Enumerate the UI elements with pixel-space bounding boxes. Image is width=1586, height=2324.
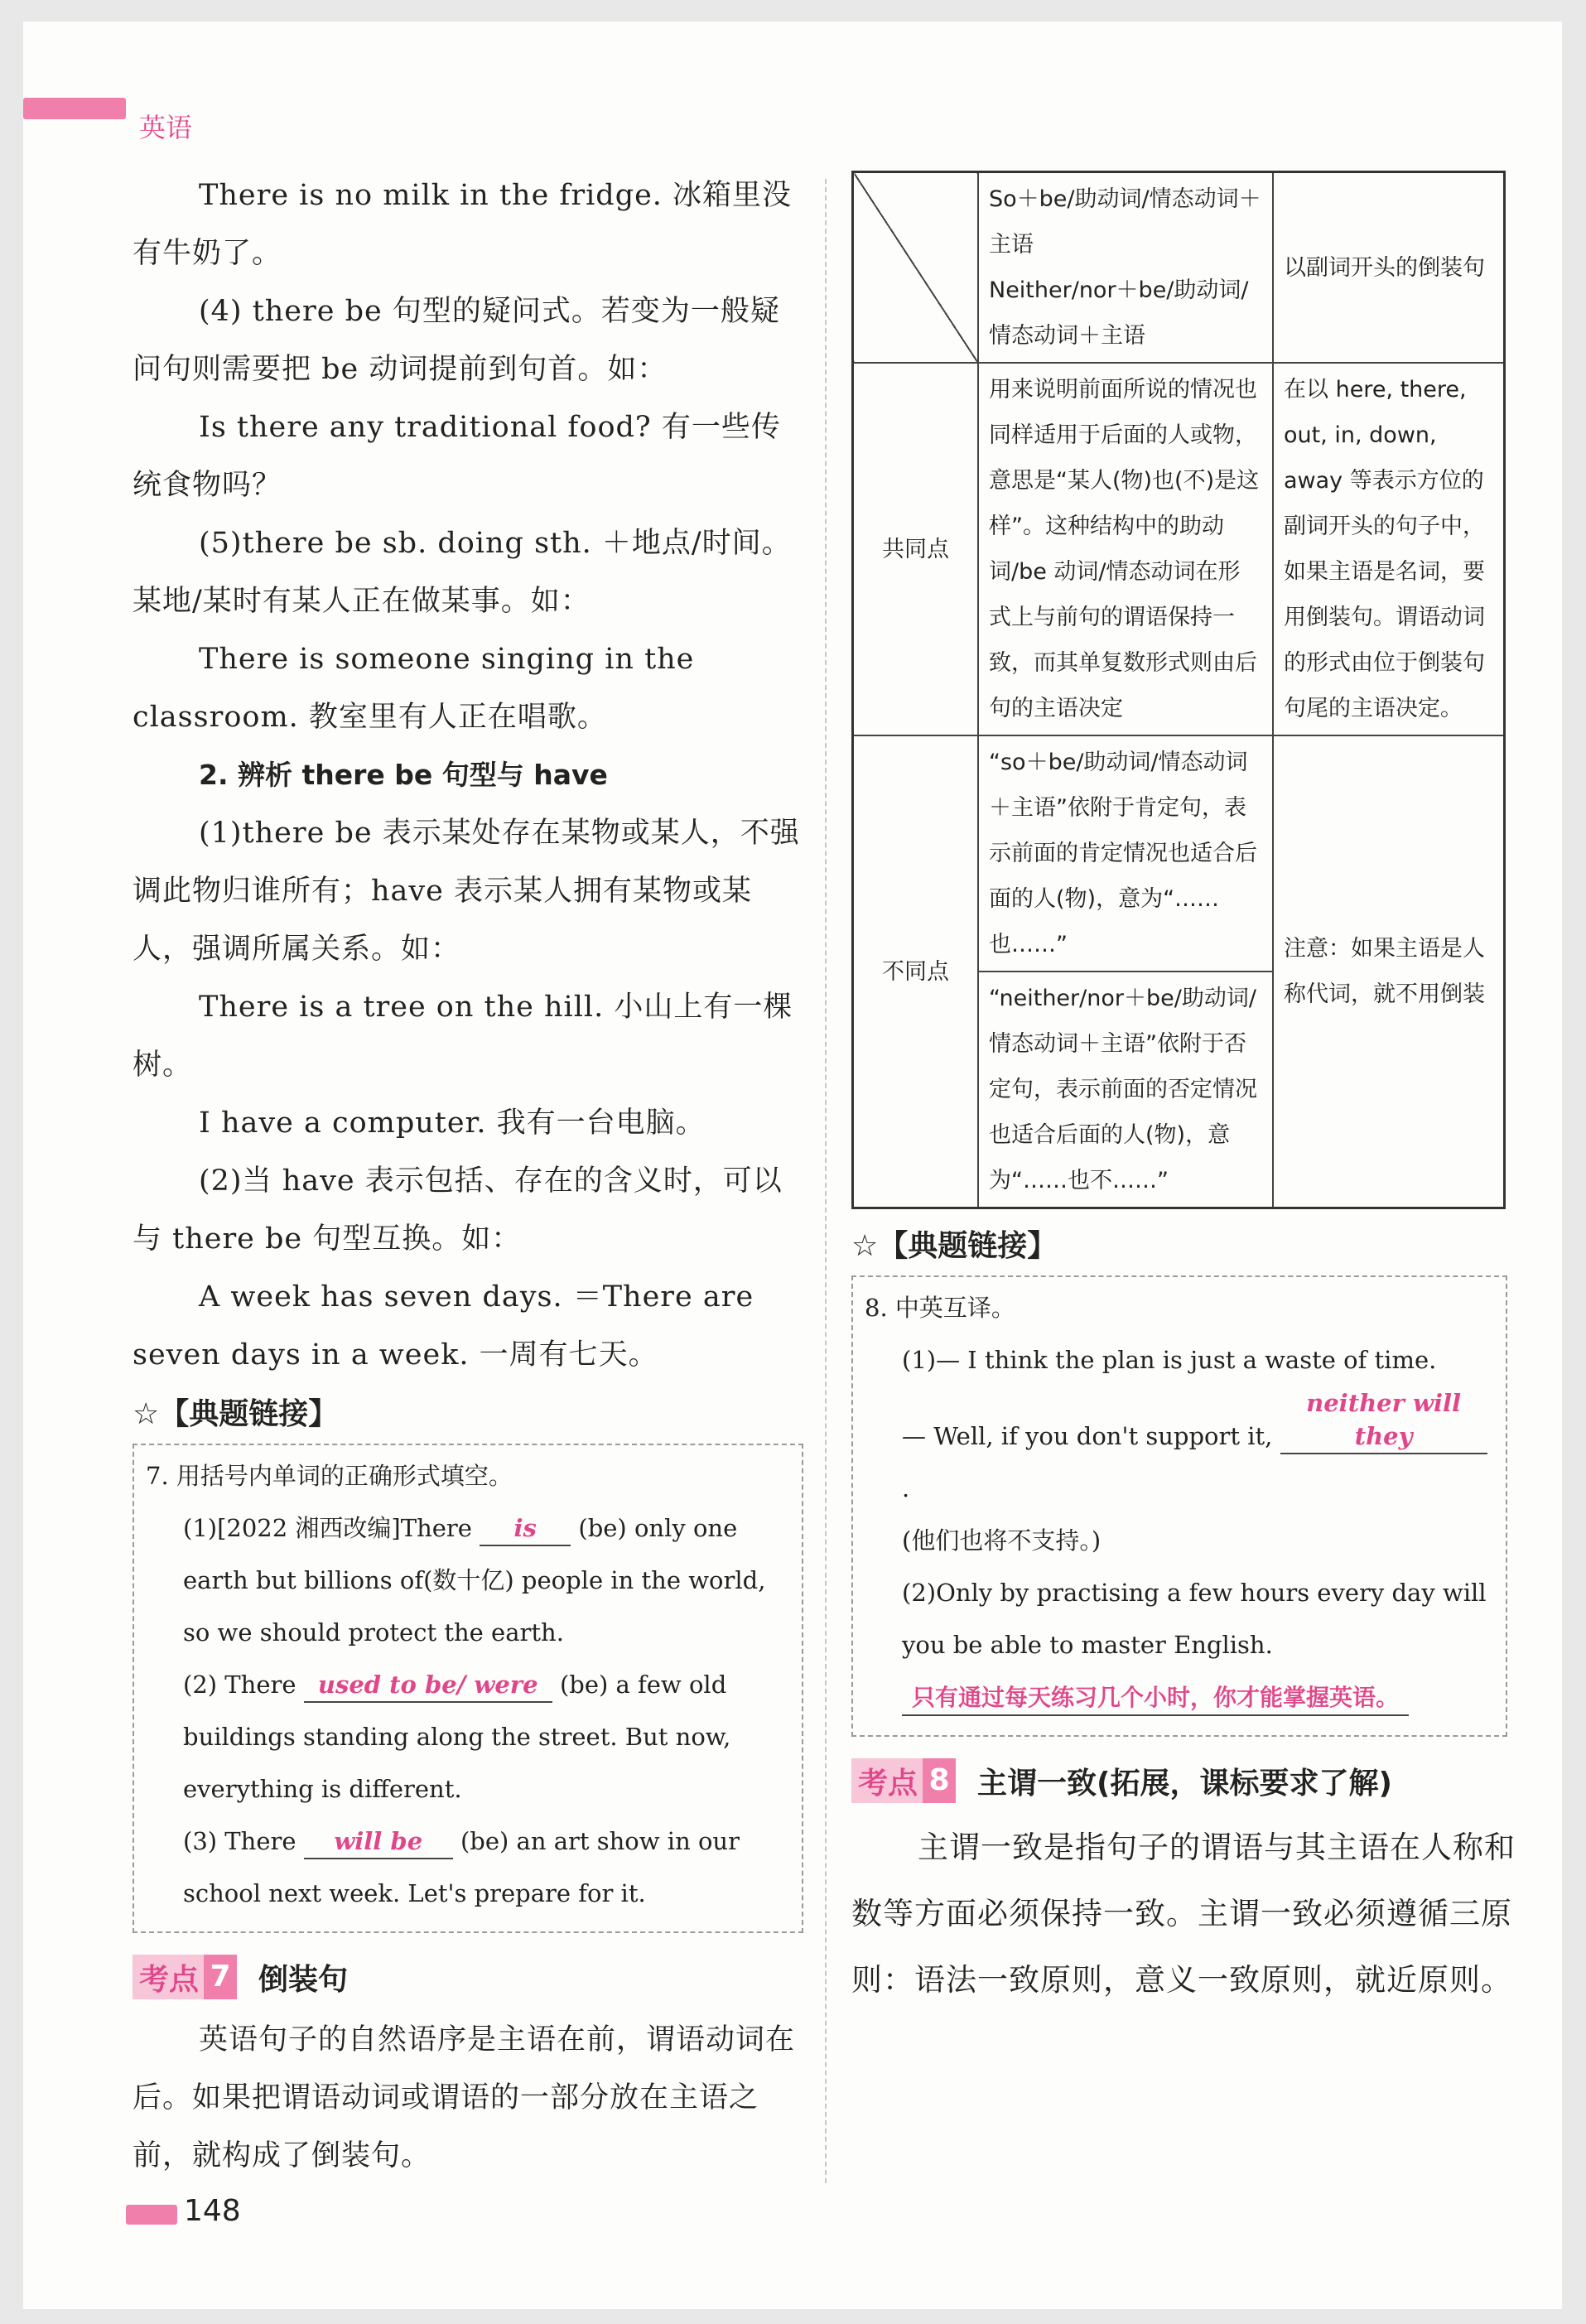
diagonal-header-cell <box>853 172 979 364</box>
kaodian-7-header <box>133 1955 803 1999</box>
table-cell: 在以 here, there, out, in, down, away 等表示方位的副词开头的句子中，如果主语是名词，要用倒装句。谓语动词的形式由位于倒装句句尾的主语决定。 <box>1273 363 1505 735</box>
item-text: buildings standing along the street. But now, <box>183 1723 731 1751</box>
table-cell: 用来说明前面所说的情况也同样适用于后面的人或物，意思是“某人(物)也(不)是这样”。这种结构中的助动词/be 动词/情态动词在形式上与前句的谓语保持一致，而其单复数形式则由后句的主语决定 <box>978 363 1273 735</box>
answer-blank[interactable]: 只有通过每天练习几个小时，你才能掌握英语。 <box>902 1681 1409 1716</box>
paragraph: A week has seven days. ＝There are seven days in a week. 一周有七天。 <box>133 1280 754 1372</box>
answer-blank[interactable]: will be <box>304 1825 453 1859</box>
page-number: 148 <box>184 2194 241 2228</box>
paragraph: (4) there be 句型的疑问式。若变为一般疑问句则需要把 be 动词提前到句首。如： <box>133 295 780 386</box>
item-text: . <box>902 1474 910 1502</box>
section-heading: 2. 辨析 there be 句型与 have <box>199 759 608 791</box>
item-text: (2) There <box>183 1671 296 1699</box>
link-heading: ☆【典题链接】 <box>851 1229 1058 1263</box>
paragraph: There is a tree on the hill. 小山上有一棵树。 <box>133 991 793 1082</box>
kaodian-number: 8 <box>923 1758 956 1803</box>
item-text: (3) There <box>183 1827 296 1855</box>
question-item <box>146 1659 790 1711</box>
kaodian-title: 主谓一致(拓展，课标要求了解) <box>977 1766 1392 1801</box>
item-text: you be able to master English. <box>902 1631 1273 1659</box>
item-text: (2)Only by practising a few hours every day will <box>902 1579 1487 1607</box>
row-header: 不同点 <box>853 735 979 1208</box>
kaodian-tag-label: 考点 <box>139 1962 200 1997</box>
link-heading: ☆【典题链接】 <box>133 1397 339 1431</box>
cell-text: So＋be/助动词/情态动词＋主语 <box>989 186 1261 258</box>
item-text: (1)[2022 湘西改编]There <box>183 1514 472 1542</box>
kaodian-8-header <box>851 1758 1522 1803</box>
item-text: — Well, if you don't support it, <box>902 1422 1273 1450</box>
paragraph: (2)当 have 表示包括、存在的含义时，可以与 there be 句型互换。如： <box>133 1164 783 1256</box>
question-item <box>146 1502 790 1555</box>
subject-label: 英语 <box>139 112 193 143</box>
paragraph: Is there any traditional food? 有一些传统食物吗？ <box>133 411 781 502</box>
question-item <box>865 1671 1494 1724</box>
paragraph: (1)there be 表示某处存在某物或某人，不强调此物归谁所有；have 表示某人拥有某物或某人，强调所属关系。如： <box>133 817 800 966</box>
kaodian-title: 倒装句 <box>258 1962 349 1997</box>
page-number-bar <box>126 2205 177 2225</box>
paragraph: 主谓一致是指句子的谓语与其主语在人称和数等方面必须保持一致。主谓一致必须遵循三原则：语法一致原则，意义一致原则，就近原则。 <box>851 1830 1516 1998</box>
row-header: 共同点 <box>853 363 979 735</box>
paragraph: There is no milk in the fridge. 冰箱里没有牛奶了。 <box>133 179 793 270</box>
question-stem: 8. 中英互译。 <box>865 1294 1015 1322</box>
header-bar <box>23 98 126 119</box>
table-cell: 注意：如果主语是人称代词，就不用倒装 <box>1273 735 1505 1208</box>
item-text: so we should protect the earth. <box>183 1618 564 1647</box>
table-cell: “so＋be/助动词/情态动词＋主语”依附于肯定句，表示前面的肯定情况也适合后面的人(物)，意为“……也……” <box>978 735 1273 972</box>
item-text: everything is different. <box>183 1775 462 1803</box>
kaodian-number: 7 <box>204 1955 237 1999</box>
right-column <box>851 171 1522 2013</box>
answer-blank[interactable]: is <box>480 1512 571 1546</box>
kaodian-tag-label: 考点 <box>858 1766 918 1801</box>
paragraph: I have a computer. 我有一台电脑。 <box>199 1107 706 1140</box>
item-text: (be) only one <box>578 1514 738 1542</box>
kaodian-tag <box>133 1955 237 1999</box>
answer-blank[interactable]: used to be/ were <box>304 1668 552 1703</box>
paragraph: (5)there be sb. doing sth. ＋地点/时间。某地/某时有某人正在做某事。如： <box>133 527 792 618</box>
kaodian-tag <box>851 1758 956 1803</box>
page <box>23 22 1562 2309</box>
item-text: earth but billions of(数十亿) people in the world, <box>183 1566 766 1594</box>
paragraph: 英语句子的自然语序是主语在前，谓语动词在后。如果把谓语动词或谓语的一部分放在主语之前，就构成了倒装句。 <box>133 2023 796 2172</box>
item-text: school next week. Let's prepare for it. <box>183 1879 646 1907</box>
question-8-box <box>851 1275 1507 1737</box>
question-item <box>865 1386 1494 1515</box>
item-text: (他们也将不支持。) <box>902 1526 1102 1555</box>
item-text: (be) an art show in our <box>460 1827 740 1855</box>
table-cell: “neither/nor＋be/助动词/情态动词＋主语”依附于否定句，表示前面的否定情况也适合后面的人(物)，意为“……也不……” <box>978 972 1273 1208</box>
column-divider <box>825 179 827 2183</box>
question-item <box>146 1815 790 1868</box>
comparison-table <box>851 171 1506 1209</box>
question-stem: 7. 用括号内单词的正确形式填空。 <box>146 1462 513 1490</box>
question-7-box <box>133 1444 803 1933</box>
table-cell: 以副词开头的倒装句 <box>1273 172 1505 364</box>
item-text: (be) a few old <box>559 1671 727 1699</box>
table-cell <box>978 172 1273 364</box>
item-text: (1)— I think the plan is just a waste of time. <box>902 1346 1437 1374</box>
answer-blank[interactable]: neither will they <box>1280 1386 1487 1454</box>
cell-text: Neither/nor＋be/助动词/情态动词＋主语 <box>989 277 1249 349</box>
left-column <box>133 166 803 2185</box>
paragraph: There is someone singing in the classroom. 教室里有人正在唱歌。 <box>133 643 695 734</box>
